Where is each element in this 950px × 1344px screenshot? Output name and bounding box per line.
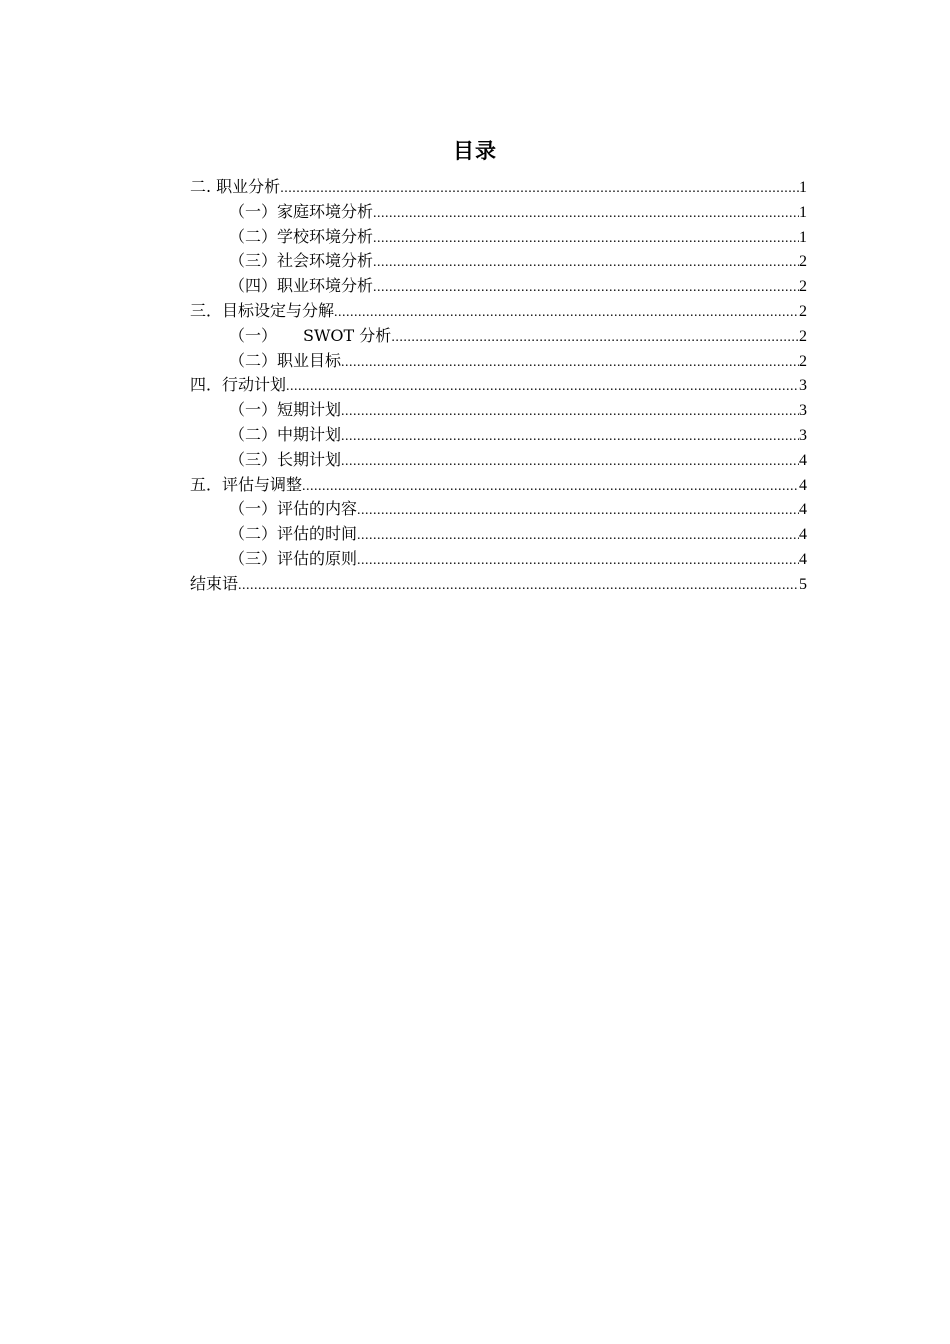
toc-page-number: 5	[799, 575, 807, 593]
toc-list	[190, 175, 807, 597]
toc-entry-label: （三）社会环境分析	[229, 251, 374, 271]
toc-entry-label: （二）中期计划	[229, 424, 342, 444]
toc-entry-text: SWOT 分析	[303, 325, 392, 345]
toc-entry-label: （二）评估的时间	[229, 524, 358, 544]
toc-page-number: 3	[799, 377, 807, 395]
toc-entry[interactable]	[190, 274, 807, 299]
toc-entry[interactable]	[190, 572, 807, 597]
toc-entry-number: （一）	[229, 325, 278, 345]
toc-entry[interactable]	[190, 497, 807, 522]
toc-entry[interactable]	[190, 175, 807, 200]
toc-dot-leader	[391, 326, 799, 351]
toc-page-number: 3	[799, 426, 807, 444]
toc-entry-label: （二）学校环境分析	[229, 226, 374, 246]
toc-dot-leader	[302, 475, 799, 500]
toc-page-number: 2	[799, 352, 807, 370]
toc-dot-leader	[373, 202, 799, 227]
toc-entry-label: （二）职业目标	[229, 350, 342, 370]
toc-dot-leader	[341, 450, 799, 475]
toc-dot-leader	[341, 425, 799, 450]
toc-dot-leader	[334, 301, 799, 326]
toc-entry[interactable]	[190, 249, 807, 274]
toc-entry[interactable]	[190, 324, 807, 349]
toc-entry[interactable]	[190, 225, 807, 250]
toc-dot-leader	[286, 375, 799, 400]
toc-dot-leader	[373, 227, 799, 252]
toc-entry-label: 二. 职业分析	[190, 177, 281, 196]
toc-entry-label: （三）长期计划	[229, 449, 342, 469]
toc-entry[interactable]	[190, 448, 807, 473]
toc-dot-leader	[280, 177, 799, 202]
toc-dot-leader	[341, 400, 799, 425]
toc-page-number: 1	[799, 228, 807, 246]
toc-entry-label: （一）家庭环境分析	[229, 201, 374, 221]
toc-dot-leader	[357, 524, 799, 549]
toc-entry-label: 四．行动计划	[190, 375, 287, 395]
toc-page-number: 3	[799, 402, 807, 420]
toc-entry[interactable]	[190, 423, 807, 448]
toc-page-number: 4	[799, 451, 807, 469]
toc-entry[interactable]	[190, 398, 807, 423]
toc-dot-leader	[357, 549, 799, 574]
toc-title: 目录	[453, 139, 497, 163]
toc-page-number: 2	[799, 278, 807, 296]
toc-entry[interactable]	[190, 522, 807, 547]
toc-dot-leader	[373, 251, 799, 276]
toc-entry[interactable]	[190, 473, 807, 498]
toc-page-number: 4	[799, 550, 807, 568]
toc-entry-label: （一）评估的内容	[229, 499, 358, 519]
toc-page-number: 2	[799, 302, 807, 320]
toc-entry-label	[229, 324, 391, 349]
toc-page-number: 1	[799, 203, 807, 221]
toc-entry-label: 结束语	[190, 573, 239, 593]
toc-entry[interactable]	[190, 373, 807, 398]
toc-entry[interactable]	[190, 299, 807, 324]
toc-page-number: 4	[799, 526, 807, 544]
toc-page-number: 4	[799, 476, 807, 494]
toc-entry-label: （四）职业环境分析	[229, 276, 374, 296]
toc-dot-leader	[357, 499, 799, 524]
toc-page-number: 2	[799, 253, 807, 271]
toc-dot-leader	[373, 276, 799, 301]
toc-page-number: 4	[799, 501, 807, 519]
toc-entry[interactable]	[190, 200, 807, 225]
toc-page-number: 1	[799, 179, 807, 196]
toc-entry-label: 三．目标设定与分解	[190, 300, 335, 320]
toc-entry-label: （一）短期计划	[229, 400, 342, 420]
toc-entry[interactable]	[190, 349, 807, 374]
toc-entry-label: （三）评估的原则	[229, 548, 358, 568]
toc-page-number: 2	[799, 327, 807, 345]
toc-dot-leader	[238, 574, 799, 599]
toc-dot-leader	[341, 351, 799, 376]
toc-entry[interactable]	[190, 547, 807, 572]
toc-entry-label: 五．评估与调整	[190, 474, 303, 494]
